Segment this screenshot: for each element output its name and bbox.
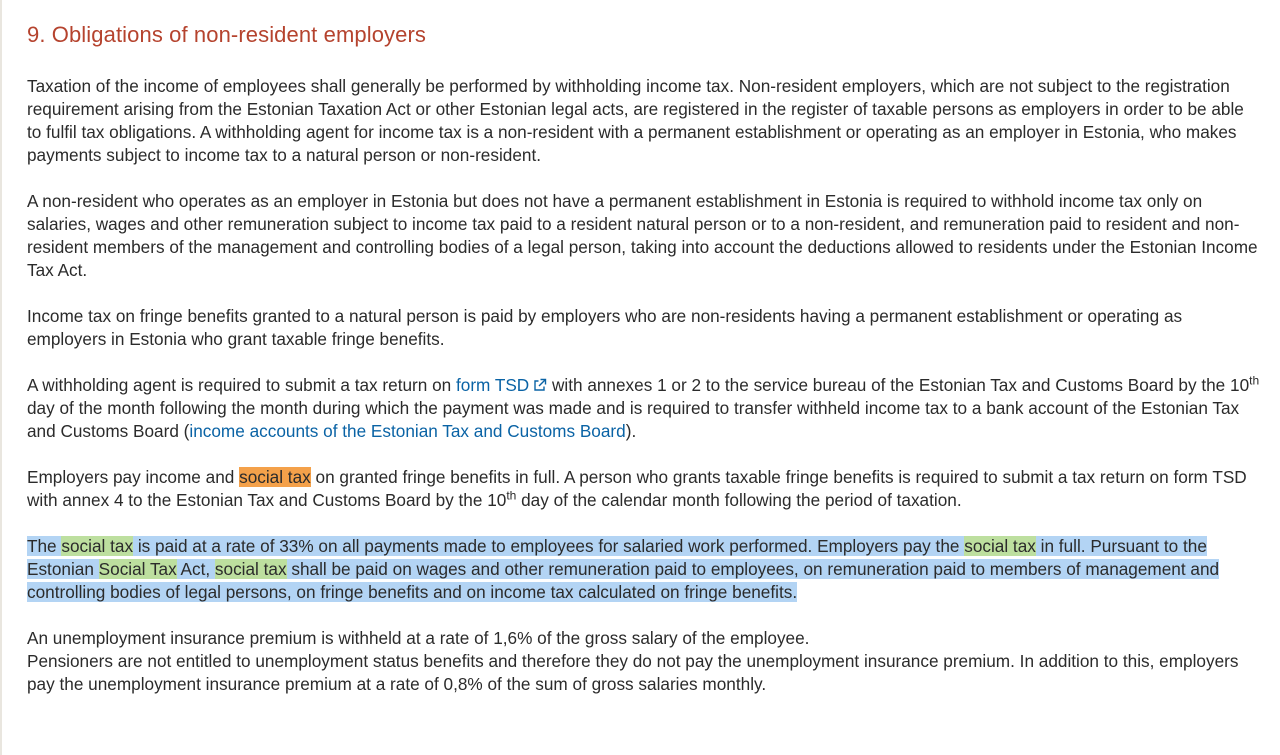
selected-text: The <box>27 536 62 556</box>
search-highlight: Social Tax <box>98 559 177 579</box>
paragraph-tax-return-submission <box>27 374 1262 443</box>
ordinal-suffix: th <box>506 488 517 503</box>
paragraph-fringe-benefits-income-tax: Income tax on fringe benefits granted to a natural person is paid by employers who are non-residents having a permanent establishment or operating as employers in Estonia who grant taxable fringe benefits. <box>27 306 1183 349</box>
text-segment: A withholding agent is required to submit a tax return on <box>27 375 456 395</box>
ordinal-suffix: th <box>1249 373 1260 388</box>
paragraph-social-tax-rate[interactable] <box>27 535 1262 604</box>
paragraph-fringe-benefits-social-tax <box>27 466 1262 512</box>
selected-text: Act, <box>176 559 215 579</box>
external-link-icon <box>533 378 547 392</box>
text-line: Pensioners are not entitled to unemployment status benefits and therefore they do not pay the unemployment insurance premium. In addition to this, employers pay the unemployment insurance premium at a rate of 0,8% of the sum of gross salaries monthly. <box>27 651 1239 694</box>
text-segment: Employers pay income and <box>27 467 240 487</box>
left-border <box>0 0 2 755</box>
paragraph-unemployment-premium <box>27 627 1262 696</box>
selected-text: in full. Pursuant to the Estonian <box>27 536 1207 579</box>
text-segment: on granted fringe benefits in full. A person who grants taxable fringe benefits is required to submit a tax return on form TSD with annex 4 to the Estonian Tax and Customs Board by the 10 <box>27 467 1247 510</box>
form-tsd-link[interactable] <box>456 375 547 395</box>
text-segment: with annexes 1 or 2 to the service bureau of the Estonian Tax and Customs Board by the 10 <box>547 375 1250 395</box>
text-segment: day of the month following the month during which the payment was made and is required to transfer withheld income tax to a bank account of the Estonian Tax and Customs Board ( <box>27 398 1240 441</box>
section-title: 9. Obligations of non-resident employers <box>27 22 426 47</box>
paragraph-non-resident-without-establishment: A non-resident who operates as an employer in Estonia but does not have a permanent establishment in Estonia is required to withhold income tax only on salaries, wages and other remuneration subject to income tax paid to a resident natural person or to a non-resident, and remuneration paid to resident and non-resident members of the management and controlling bodies of a legal person, taking into account the deductions allowed to residents under the Estonian Income Tax Act. <box>27 191 1258 280</box>
search-highlight: social tax <box>214 559 287 579</box>
form-tsd-link-label: form TSD <box>455 375 530 395</box>
text-line: An unemployment insurance premium is withheld at a rate of 1,6% of the gross salary of the employee. <box>27 628 810 648</box>
selected-text: shall be paid on wages and other remuneration paid to employees, on remuneration paid to members of management and controlling bodies of legal persons, on fringe benefits and on income tax calculated on fringe benefits. <box>27 559 1220 602</box>
search-highlight: social tax <box>964 536 1036 556</box>
selected-text: is paid at a rate of 33% on all payments made to employees for salaried work performed. Employers pay the <box>133 536 965 556</box>
search-highlight: social tax <box>61 536 134 556</box>
text-segment: ). <box>625 421 637 441</box>
search-highlight-active: social tax <box>239 467 311 487</box>
paragraph-withholding-income-tax: Taxation of the income of employees shall generally be performed by withholding income tax. Non-resident employers, which are not subject to the registration requirement arising from the Estonian Taxation Act or other Estonian legal acts, are registered in the register of taxable persons as employers in order to be able to fulfil tax obligations. A withholding agent for income tax is a non-resident with a permanent establishment or operating as an employer in Estonia, who makes payments subject to income tax to a natural person or non-resident. <box>27 76 1244 165</box>
text-segment: day of the calendar month following the period of taxation. <box>516 490 962 510</box>
income-accounts-link[interactable]: income accounts of the Estonian Tax and Customs Board <box>189 421 626 441</box>
